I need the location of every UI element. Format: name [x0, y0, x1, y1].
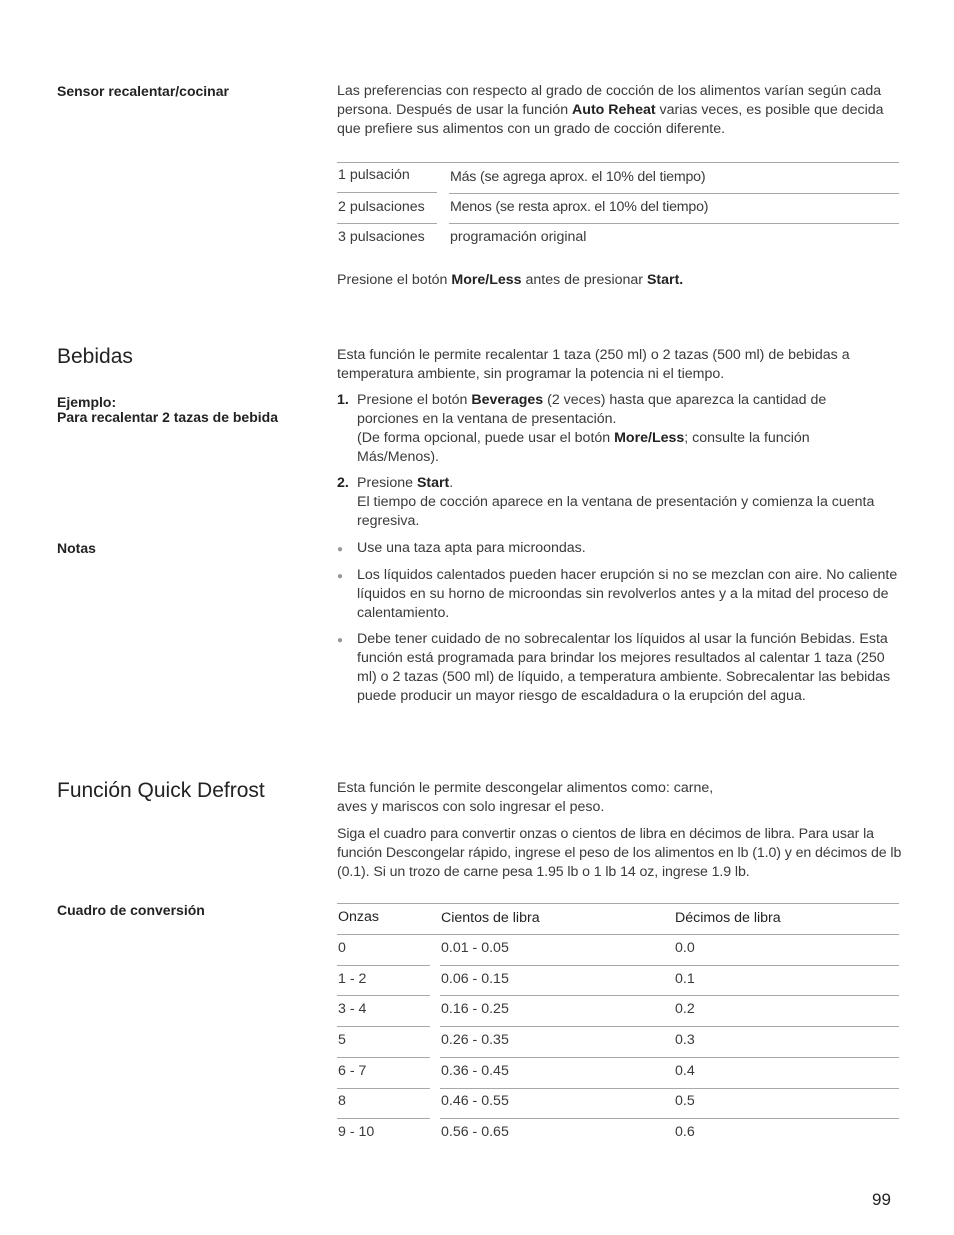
table-cell: 9 - 10	[338, 1124, 375, 1141]
table-cell: 0.06 - 0.15	[441, 970, 509, 987]
row-divider	[337, 1026, 430, 1027]
row-divider	[337, 1118, 430, 1119]
bebidas-heading: Bebidas	[57, 345, 133, 368]
table-cell: 0.0	[675, 940, 695, 956]
conversion-label: Cuadro de conversión	[57, 902, 205, 918]
note-item: Los líquidos calentados pueden hacer erupción si no se mezclan con aire. No caliente líquidos en su horno de microondas sin revolverlos antes y a la mitad del proceso de calentamiento.	[357, 567, 898, 621]
step-2: Presione Start. El tiempo de cocción aparece en la ventana de presentación y comienza la cuenta regresiva.	[357, 475, 875, 529]
note-item: Debe tener cuidado de no sobrecalentar los líquidos al usar la función Bebidas. Esta función está programada para brindar los mejores resultados al calentar 1 taza (250 ml) o 2 tazas (500 ml) de líquido, a temperatura ambiente. Sobrecalentar las bebidas puede producir un mayor riesgo de escaldadura o la erupción del agua.	[357, 631, 891, 704]
row-divider	[337, 1057, 430, 1058]
example-label: Ejemplo: Para recalentar 2 tazas de bebida	[57, 394, 278, 425]
table-row: 3 pulsaciones programación original	[338, 229, 587, 245]
table-row	[337, 934, 899, 965]
row-divider	[440, 1026, 899, 1027]
step-1: Presione el botón Beverages (2 veces) hasta que aparezca la cantidad de porciones en la ventana de presentación. (De forma opcional, puede usar el botón More/Less; consulte la función Más/Menos).	[357, 392, 827, 465]
table-cell: 3 - 4	[338, 1001, 367, 1018]
row-divider	[337, 965, 430, 966]
table-cell: 8	[338, 1093, 346, 1110]
table-row	[337, 1118, 899, 1149]
table-row	[337, 1087, 899, 1118]
table-cell: 0.1	[675, 970, 695, 987]
row-divider	[440, 1088, 899, 1089]
row-divider	[440, 1118, 899, 1119]
table-cell: 5	[338, 1032, 346, 1049]
table-cell: 0.16 - 0.25	[441, 1001, 509, 1018]
defrost-intro: Esta función le permite descongelar alimentos como: carne, aves y mariscos con solo ingresar el peso.	[337, 780, 714, 815]
note-item: Use una taza apta para microondas.	[357, 540, 586, 556]
table-cell: 0.4	[675, 1062, 695, 1079]
press-table	[337, 163, 899, 253]
step-number: 2.	[337, 475, 349, 491]
row-divider	[337, 995, 430, 996]
table-cell: 0.5	[675, 1093, 695, 1110]
row-divider	[440, 995, 899, 996]
table-row: 1 pulsación Más (se agrega aprox. el 10% del tiempo)	[338, 167, 706, 185]
more-less-note: Presione el botón More/Less antes de presionar Start.	[337, 272, 684, 288]
table-cell: 6 - 7	[338, 1062, 367, 1079]
bebidas-intro: Esta función le permite recalentar 1 taza (250 ml) o 2 tazas (500 ml) de bebidas a temperatura ambiente, sin programar la potencia ni el tiempo.	[337, 347, 850, 382]
table-row	[337, 1057, 899, 1088]
table-cell: 0.6	[675, 1124, 695, 1141]
table-row: 2 pulsaciones Menos (se resta aprox. el 10% del tiempo)	[338, 199, 709, 215]
step-number: 1.	[337, 392, 349, 408]
table-cell: 0.3	[675, 1032, 695, 1049]
table-header: Onzas Cientos de libra Décimos de libra	[338, 909, 781, 926]
table-cell: 0.56 - 0.65	[441, 1124, 509, 1141]
table-cell: 0.26 - 0.35	[441, 1032, 509, 1049]
table-cell: 0.01 - 0.05	[441, 940, 509, 956]
table-cell: 0.46 - 0.55	[441, 1093, 509, 1110]
defrost-paragraph: Siga el cuadro para convertir onzas o cientos de libra en décimos de libra. Para usar la función Descongelar rápido, ingrese el peso de los alimentos en lb (1.0) y en décimos de lb (0.1). Si un trozo de carne pesa 1.95 lb o 1 lb 14 oz, ingrese 1.9 lb.	[337, 826, 902, 880]
table-row	[337, 1026, 899, 1057]
row-divider	[440, 965, 899, 966]
table-cell: 0.36 - 0.45	[441, 1062, 509, 1079]
bullet-icon: ●	[337, 635, 344, 646]
table-cell: 0	[338, 940, 346, 956]
table-cell: 0.2	[675, 1001, 695, 1018]
bullet-icon: ●	[337, 571, 344, 582]
notes-label: Notas	[57, 540, 96, 556]
table-cell: 1 - 2	[338, 970, 367, 987]
page-number: 99	[872, 1190, 891, 1209]
sensor-label: Sensor recalentar/cocinar	[57, 83, 229, 99]
sensor-intro: Las preferencias con respecto al grado de cocción de los alimentos varían según cada persona. Después de usar la función Auto Reheat varias veces, es posible que decida que prefiere sus alimentos con un grado de cocción diferente.	[337, 83, 884, 137]
row-divider	[440, 1057, 899, 1058]
table-row	[337, 995, 899, 1026]
bullet-icon: ●	[337, 544, 344, 555]
defrost-heading: Función Quick Defrost	[57, 779, 265, 802]
table-row	[337, 965, 899, 996]
row-divider	[337, 1088, 430, 1089]
